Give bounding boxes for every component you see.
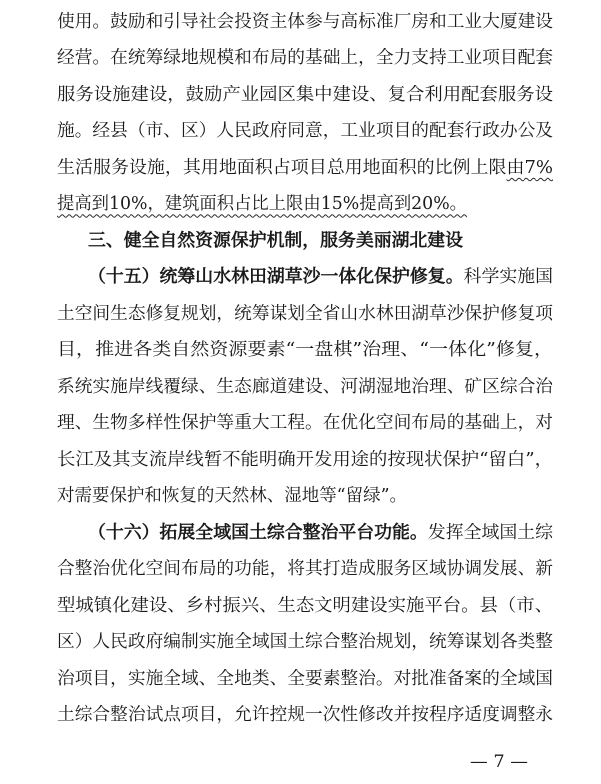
body-line bbox=[0, 625, 601, 659]
body-line bbox=[0, 589, 601, 623]
body-line bbox=[0, 443, 601, 477]
body-line bbox=[0, 516, 601, 550]
paragraph-title: （十五）统筹山水林田湖草沙一体化保护修复。 bbox=[88, 267, 464, 288]
underlined-text: 由7% bbox=[506, 157, 553, 178]
line-text: 施。经县（市、区）人民政府同意，工业项目的配套行政办公及 bbox=[57, 121, 553, 142]
body-line bbox=[0, 260, 601, 294]
line-text: 治项目，实施全域、全地类、全要素整治。对批准备案的全域国 bbox=[57, 668, 553, 689]
line-text: 区）人民政府编制实施全域国土综合整治规划，统筹谋划各类整 bbox=[57, 632, 553, 653]
line-text: 使用。鼓励和引导社会投资主体参与高标准厂房和工业大厦建设 bbox=[57, 12, 553, 32]
body-line bbox=[0, 78, 601, 112]
body-line bbox=[0, 114, 601, 148]
line-text: 长江及其支流岸线暂不能明确开发用途的按现状保护“留白”， bbox=[57, 449, 553, 470]
line-text: 合整治优化空间布局的功能，将其打造成服务区域协调发展、新 bbox=[57, 559, 553, 580]
line-text: 土空间生态修复规划，统筹谋划全省山水林田湖草沙保护修复项 bbox=[57, 303, 553, 324]
page-number-text: — 7 — bbox=[470, 752, 528, 772]
body-line bbox=[0, 187, 601, 221]
line-text bbox=[57, 151, 553, 185]
line-text bbox=[88, 260, 553, 294]
line-text: 对需要保护和恢复的天然林、湿地等“留绿”。 bbox=[57, 486, 407, 507]
line-text: 系统实施岸线覆绿、生态廊道建设、河湖湿地治理、矿区综合治 bbox=[57, 376, 553, 397]
line-text: 服务设施建设，鼓励产业园区集中建设、复合利用配套服务设 bbox=[57, 84, 553, 105]
body-line bbox=[0, 698, 601, 732]
page-number bbox=[0, 745, 601, 779]
body-line bbox=[0, 297, 601, 331]
line-segment: 生活服务设施，其用地面积占项目总用地面积的比例上限 bbox=[57, 157, 507, 178]
line-text: 土综合整治试点项目，允许控规一次性修改并按程序适度调整永 bbox=[57, 705, 553, 725]
line-text: 经营。在统筹绿地规模和布局的基础上，全力支持工业项目配套 bbox=[57, 48, 553, 69]
underlined-text: 提高到10%，建筑面积占比上限由15%提高到20%。 bbox=[57, 194, 467, 215]
body-line bbox=[0, 151, 601, 185]
line-text: 型城镇化建设、乡村振兴、生态文明建设实施平台。县（市、 bbox=[57, 595, 553, 616]
body-line bbox=[0, 406, 601, 440]
paragraph-title: （十六）拓展全域国土综合整治平台功能。 bbox=[88, 522, 428, 543]
line-segment: 科学实施国 bbox=[463, 267, 553, 288]
body-line bbox=[0, 479, 601, 513]
body-line bbox=[0, 333, 601, 367]
line-text: 理、生物多样性保护等重大工程。在优化空间布局的基础上，对 bbox=[57, 413, 553, 434]
line-text: 目，推进各类自然资源要素“一盘棋”治理、“一体化”修复， bbox=[57, 340, 553, 361]
body-line bbox=[0, 370, 601, 404]
body-line bbox=[0, 552, 601, 586]
body-line bbox=[0, 662, 601, 696]
heading-text: 三、健全自然资源保护机制，服务美丽湖北建设 bbox=[88, 230, 463, 251]
line-segment: 发挥全域国土综 bbox=[427, 522, 553, 543]
section-heading bbox=[0, 224, 601, 258]
line-text bbox=[88, 516, 553, 550]
body-line bbox=[0, 41, 601, 75]
body-line bbox=[0, 5, 601, 39]
